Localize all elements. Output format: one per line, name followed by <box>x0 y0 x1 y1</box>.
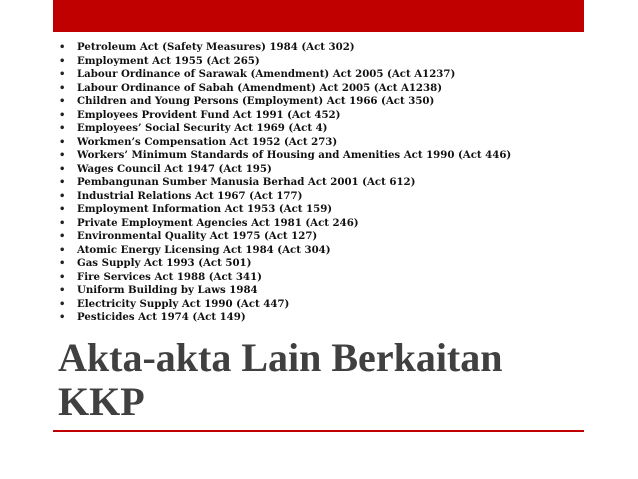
bullet-icon: • <box>59 244 66 256</box>
bullet-icon: • <box>59 298 66 310</box>
list-item-text: Uniform Building by Laws 1984 <box>77 284 258 296</box>
list-item <box>57 149 597 163</box>
bullet-icon: • <box>59 190 66 202</box>
list-item <box>57 176 597 190</box>
bullet-icon: • <box>59 163 66 175</box>
list-item-text: Employment Act 1955 (Act 265) <box>77 54 260 67</box>
list-item-text: Atomic Energy Licensing Act 1984 (Act 304) <box>77 243 331 256</box>
bullet-icon: • <box>59 285 66 296</box>
list-item-text: Pembangunan Sumber Manusia Berhad Act 2001 (Act 612) <box>77 176 416 188</box>
bullet-icon: • <box>59 258 66 269</box>
list-item <box>57 257 597 271</box>
list-item <box>57 136 597 150</box>
list-item-text: Private Employment Agencies Act 1981 (Act 246) <box>77 216 359 229</box>
bullet-icon: • <box>59 69 66 80</box>
bullet-icon: • <box>59 177 66 188</box>
bullet-icon: • <box>59 123 66 134</box>
list-item-text: Workers’ Minimum Standards of Housing and Amenities Act 1990 (Act 446) <box>77 149 512 161</box>
bullet-icon: • <box>59 231 66 242</box>
bullet-icon: • <box>59 312 66 323</box>
bullet-icon: • <box>59 150 66 161</box>
slide-title-line-2: KKP <box>58 379 145 424</box>
list-item <box>57 244 597 258</box>
list-item <box>57 82 597 96</box>
bullet-icon: • <box>59 82 66 94</box>
list-item-text: Employment Information Act 1953 (Act 159) <box>77 203 333 215</box>
list-item-text: Pesticides Act 1974 (Act 149) <box>77 311 246 323</box>
list-item-text: Labour Ordinance of Sabah (Amendment) Act 2005 (Act A1238) <box>77 81 443 94</box>
bullet-list <box>57 41 597 325</box>
list-item-text: Children and Young Persons (Employment) Act 1966 (Act 350) <box>77 95 435 107</box>
bottom-accent-rule <box>53 430 584 432</box>
list-item-text: Workmen’s Compensation Act 1952 (Act 273) <box>77 135 338 148</box>
list-item <box>57 311 597 325</box>
top-accent-bar <box>53 0 584 32</box>
list-item <box>57 109 597 123</box>
slide-title-line-1: Akta-akta Lain Berkaitan <box>58 335 503 380</box>
list-item <box>57 203 597 217</box>
list-item <box>57 163 597 177</box>
list-item <box>57 41 597 55</box>
list-item-text: Environmental Quality Act 1975 (Act 127) <box>77 230 318 242</box>
list-item-text: Gas Supply Act 1993 (Act 501) <box>77 257 252 269</box>
bullet-icon: • <box>59 136 66 148</box>
list-item-text: Electricity Supply Act 1990 (Act 447) <box>77 297 290 310</box>
list-item-text: Fire Services Act 1988 (Act 341) <box>77 270 262 283</box>
list-item <box>57 217 597 231</box>
bullet-icon: • <box>59 42 66 53</box>
list-item <box>57 230 597 244</box>
bullet-icon: • <box>59 204 66 215</box>
list-item <box>57 298 597 312</box>
list-item-text: Petroleum Act (Safety Measures) 1984 (Act 302) <box>77 41 355 53</box>
list-item-text: Labour Ordinance of Sarawak (Amendment) Act 2005 (Act A1237) <box>77 68 456 80</box>
list-item <box>57 95 597 109</box>
list-item-text: Industrial Relations Act 1967 (Act 177) <box>77 189 303 202</box>
list-item <box>57 68 597 82</box>
bullet-icon: • <box>59 96 66 107</box>
list-item <box>57 271 597 285</box>
list-item <box>57 55 597 69</box>
list-item <box>57 190 597 204</box>
list-item-text: Wages Council Act 1947 (Act 195) <box>77 162 272 175</box>
bullet-icon: • <box>59 109 66 121</box>
bullet-icon: • <box>59 271 66 283</box>
list-item-text: Employees’ Social Security Act 1969 (Act 4) <box>77 122 328 134</box>
list-item <box>57 122 597 136</box>
bullet-icon: • <box>59 55 66 67</box>
slide-title <box>58 336 598 424</box>
list-item-text: Employees Provident Fund Act 1991 (Act 452) <box>77 108 341 121</box>
list-item <box>57 284 597 298</box>
bullet-icon: • <box>59 217 66 229</box>
